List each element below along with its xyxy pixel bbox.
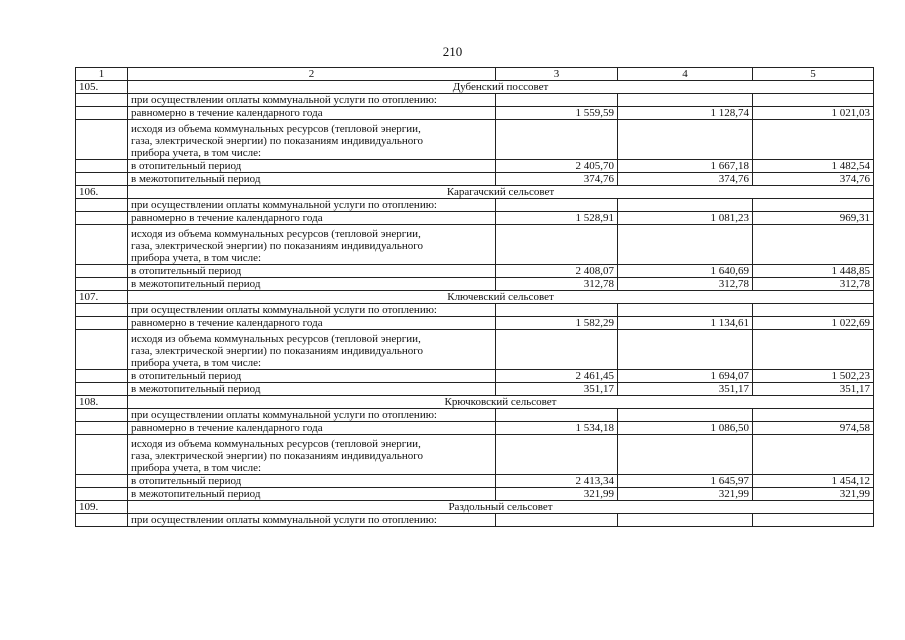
tariff-value: 1 694,07	[618, 370, 753, 383]
tariff-value: 1 128,74	[618, 107, 753, 120]
value-cell-empty	[496, 514, 618, 527]
number-cell-empty	[76, 370, 128, 383]
heating-period-row	[76, 370, 874, 383]
area-name: Ключевский сельсовет	[128, 291, 874, 304]
row-label: в отопительный период	[128, 160, 496, 173]
tariff-value: 2 461,45	[496, 370, 618, 383]
row-label: в отопительный период	[128, 475, 496, 488]
tariff-value: 1 534,18	[496, 422, 618, 435]
tariff-value: 974,58	[753, 422, 874, 435]
tariff-value: 1 448,85	[753, 265, 874, 278]
row-label-line: исходя из объема коммунальных ресурсов (тепловой энергии,	[131, 123, 421, 135]
value-cell-empty	[618, 409, 753, 422]
tariff-value: 312,78	[753, 278, 874, 291]
tariff-value: 1 081,23	[618, 212, 753, 225]
row-label-line: газа, электрической энергии) по показаниям индивидуального	[131, 135, 423, 147]
metering-row	[76, 330, 874, 370]
value-cell-empty	[496, 304, 618, 317]
area-name: Дубенский поссовет	[128, 81, 874, 94]
tariff-value: 374,76	[618, 173, 753, 186]
number-cell-empty	[76, 173, 128, 186]
tariff-value: 2 405,70	[496, 160, 618, 173]
number-cell-empty	[76, 120, 128, 160]
value-cell-empty	[496, 330, 618, 370]
area-name: Раздольный сельсовет	[128, 501, 874, 514]
row-label: равномерно в течение календарного года	[128, 107, 496, 120]
tariff-value: 1 559,59	[496, 107, 618, 120]
row-label-metering	[128, 225, 496, 265]
heating-payment-row	[76, 199, 874, 212]
metering-row	[76, 225, 874, 265]
number-cell-empty	[76, 514, 128, 527]
area-number: 107.	[76, 291, 128, 304]
value-cell-empty	[618, 94, 753, 107]
heating-period-row	[76, 160, 874, 173]
row-label-metering	[128, 330, 496, 370]
value-cell-empty	[618, 304, 753, 317]
number-cell-empty	[76, 317, 128, 330]
heating-payment-row	[76, 514, 874, 527]
row-label: в межотопительный период	[128, 278, 496, 291]
column-number-4: 4	[618, 68, 753, 81]
off-period-row	[76, 488, 874, 501]
number-cell-empty	[76, 330, 128, 370]
column-number-1: 1	[76, 68, 128, 81]
number-cell-empty	[76, 435, 128, 475]
row-label-metering	[128, 435, 496, 475]
metering-row	[76, 435, 874, 475]
tariff-value: 1 640,69	[618, 265, 753, 278]
tariff-value: 2 413,34	[496, 475, 618, 488]
area-row	[76, 396, 874, 409]
tariff-table-body	[76, 68, 874, 527]
row-label-line: прибора учета, в том числе:	[131, 357, 262, 369]
tariff-value: 321,99	[618, 488, 753, 501]
tariff-value: 1 134,61	[618, 317, 753, 330]
value-cell-empty	[496, 120, 618, 160]
area-number: 108.	[76, 396, 128, 409]
off-period-row	[76, 173, 874, 186]
row-label: в отопительный период	[128, 265, 496, 278]
number-cell-empty	[76, 304, 128, 317]
row-label-line: исходя из объема коммунальных ресурсов (тепловой энергии,	[131, 333, 421, 345]
heating-period-row	[76, 475, 874, 488]
row-label: равномерно в течение календарного года	[128, 212, 496, 225]
tariff-value: 374,76	[496, 173, 618, 186]
value-cell-empty	[618, 330, 753, 370]
page-number: 210	[442, 44, 463, 59]
row-label: в межотопительный период	[128, 173, 496, 186]
tariff-value: 374,76	[753, 173, 874, 186]
tariff-value: 1 582,29	[496, 317, 618, 330]
tariff-value: 1 482,54	[753, 160, 874, 173]
row-label-line: прибора учета, в том числе:	[131, 252, 262, 264]
number-cell-empty	[76, 383, 128, 396]
value-cell-empty	[753, 304, 874, 317]
value-cell-empty	[618, 435, 753, 475]
value-cell-empty	[496, 435, 618, 475]
off-period-row	[76, 278, 874, 291]
value-cell-empty	[753, 514, 874, 527]
metering-row	[76, 120, 874, 160]
number-cell-empty	[76, 160, 128, 173]
area-number: 106.	[76, 186, 128, 199]
value-cell-empty	[753, 120, 874, 160]
tariff-table	[75, 67, 874, 527]
column-number-row	[76, 68, 874, 81]
row-label: равномерно в течение календарного года	[128, 422, 496, 435]
tariff-value: 351,17	[618, 383, 753, 396]
row-label-line: прибора учета, в том числе:	[131, 147, 262, 159]
tariff-value: 351,17	[496, 383, 618, 396]
off-period-row	[76, 383, 874, 396]
value-cell-empty	[753, 225, 874, 265]
number-cell-empty	[76, 278, 128, 291]
number-cell-empty	[76, 409, 128, 422]
row-label-metering	[128, 120, 496, 160]
column-number-3: 3	[496, 68, 618, 81]
tariff-value: 2 408,07	[496, 265, 618, 278]
number-cell-empty	[76, 488, 128, 501]
value-cell-empty	[753, 199, 874, 212]
value-cell-empty	[496, 199, 618, 212]
value-cell-empty	[618, 120, 753, 160]
value-cell-empty	[496, 225, 618, 265]
heating-payment-row	[76, 94, 874, 107]
area-row	[76, 501, 874, 514]
row-label: при осуществлении оплаты коммунальной услуги по отоплению:	[128, 199, 496, 212]
row-label: в межотопительный период	[128, 383, 496, 396]
value-cell-empty	[753, 435, 874, 475]
area-name: Карагачский сельсовет	[128, 186, 874, 199]
tariff-value: 1 021,03	[753, 107, 874, 120]
number-cell-empty	[76, 225, 128, 265]
value-cell-empty	[496, 409, 618, 422]
row-label-line: газа, электрической энергии) по показаниям индивидуального	[131, 450, 423, 462]
number-cell-empty	[76, 212, 128, 225]
tariff-value: 1 645,97	[618, 475, 753, 488]
value-cell-empty	[618, 225, 753, 265]
value-cell-empty	[753, 409, 874, 422]
tariff-value: 1 086,50	[618, 422, 753, 435]
area-row	[76, 186, 874, 199]
tariff-value: 351,17	[753, 383, 874, 396]
uniform-payment-row	[76, 317, 874, 330]
area-number: 105.	[76, 81, 128, 94]
number-cell-empty	[76, 265, 128, 278]
tariff-value: 1 667,18	[618, 160, 753, 173]
tariff-value: 1 022,69	[753, 317, 874, 330]
value-cell-empty	[753, 94, 874, 107]
value-cell-empty	[753, 330, 874, 370]
row-label: при осуществлении оплаты коммунальной услуги по отоплению:	[128, 514, 496, 527]
row-label: в отопительный период	[128, 370, 496, 383]
row-label-line: исходя из объема коммунальных ресурсов (тепловой энергии,	[131, 438, 421, 450]
value-cell-empty	[618, 514, 753, 527]
column-number-5: 5	[753, 68, 874, 81]
tariff-value: 1 528,91	[496, 212, 618, 225]
uniform-payment-row	[76, 422, 874, 435]
uniform-payment-row	[76, 107, 874, 120]
value-cell-empty	[496, 94, 618, 107]
number-cell-empty	[76, 475, 128, 488]
tariff-value: 1 454,12	[753, 475, 874, 488]
number-cell-empty	[76, 199, 128, 212]
row-label-line: исходя из объема коммунальных ресурсов (тепловой энергии,	[131, 228, 421, 240]
number-cell-empty	[76, 94, 128, 107]
tariff-value: 321,99	[753, 488, 874, 501]
heating-payment-row	[76, 304, 874, 317]
column-number-2: 2	[128, 68, 496, 81]
row-label-line: газа, электрической энергии) по показаниям индивидуального	[131, 345, 423, 357]
row-label: при осуществлении оплаты коммунальной услуги по отоплению:	[128, 94, 496, 107]
row-label: при осуществлении оплаты коммунальной услуги по отоплению:	[128, 409, 496, 422]
area-number: 109.	[76, 501, 128, 514]
row-label-line: прибора учета, в том числе:	[131, 462, 262, 474]
row-label-line: газа, электрической энергии) по показаниям индивидуального	[131, 240, 423, 252]
uniform-payment-row	[76, 212, 874, 225]
area-name: Крючковский сельсовет	[128, 396, 874, 409]
row-label: равномерно в течение календарного года	[128, 317, 496, 330]
heating-period-row	[76, 265, 874, 278]
row-label: в межотопительный период	[128, 488, 496, 501]
value-cell-empty	[618, 199, 753, 212]
tariff-value: 312,78	[618, 278, 753, 291]
tariff-value: 969,31	[753, 212, 874, 225]
row-label: при осуществлении оплаты коммунальной услуги по отоплению:	[128, 304, 496, 317]
heating-payment-row	[76, 409, 874, 422]
area-row	[76, 291, 874, 304]
number-cell-empty	[76, 107, 128, 120]
tariff-value: 312,78	[496, 278, 618, 291]
number-cell-empty	[76, 422, 128, 435]
tariff-value: 321,99	[496, 488, 618, 501]
tariff-value: 1 502,23	[753, 370, 874, 383]
area-row	[76, 81, 874, 94]
